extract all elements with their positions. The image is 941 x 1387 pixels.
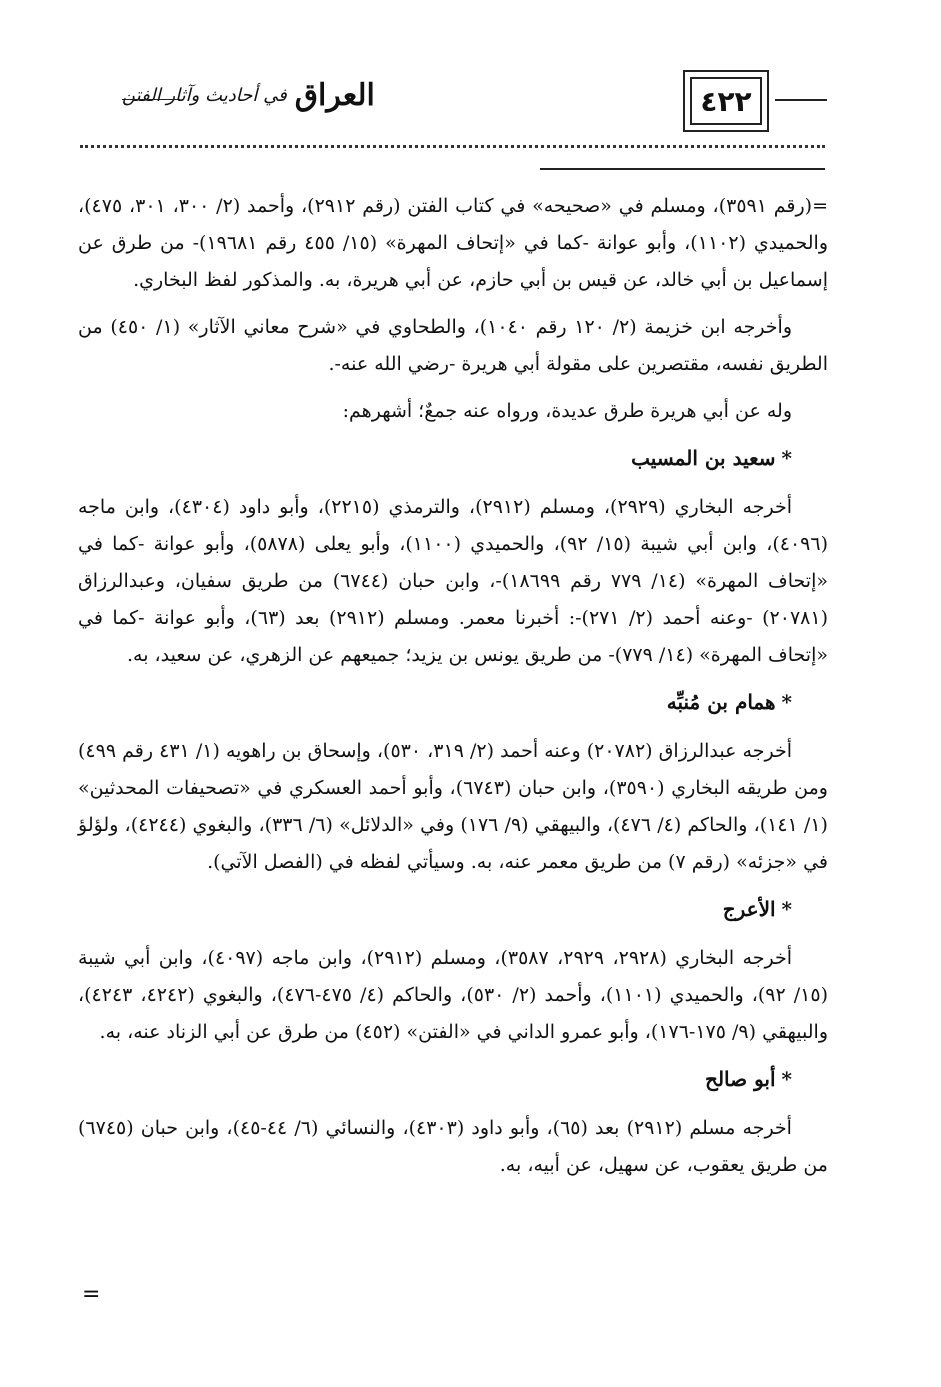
paragraph-4: أخرجه البخاري (٢٩٢٩)، ومسلم (٢٩١٢)، والترمذي (٢٢١٥)، وأبو داود (٤٣٠٤)، وابن ماجه (٤٠٩٦)، وابن أبي شيبة (١٥/ ٩٢)، والحميدي (١١٠٠)، وأبو يعلى (٥٨٧٨)، وأبو عوانة -كما في «إتحاف المهرة» (١٤/ ٧٧٩ رقم ١٨٦٩٩)-، وابن حبان (٦٧٤٤) من طريق سفيان، وعبدالرزاق (٢٠٧٨١) -وعنه أحمد (٢/ ٢٧١)-: أخبرنا معمر. ومسلم (٢٩١٢) بعد (٦٣)، وأبو عوانة -كما في «إتحاف المهرة» (١٤/ ٧٧٩)- من طريق يونس بن يزيد؛ جميعهم عن الزهري، عن سعيد، به. bbox=[78, 496, 828, 666]
paragraph-2: وأخرجه ابن خزيمة (٢/ ١٢٠ رقم ١٠٤٠)، والطحاوي في «شرح معاني الآثار» (١/ ٤٥٠) من الطريق نفسه، مقتصرين على مقولة أبي هريرة -رضي الله عنه-. bbox=[78, 316, 828, 375]
page-number: ٤٢٢ bbox=[690, 77, 762, 125]
asterisk-icon: * bbox=[781, 897, 792, 921]
asterisk-icon: * bbox=[781, 446, 792, 470]
footnote-rule bbox=[540, 168, 825, 170]
section-heading-3 bbox=[78, 891, 828, 928]
running-title bbox=[122, 70, 682, 120]
asterisk-icon: * bbox=[781, 690, 792, 714]
header-rule-left bbox=[122, 99, 178, 100]
section-heading-3-text: الأعرج bbox=[722, 897, 776, 921]
asterisk-icon: * bbox=[781, 1067, 792, 1091]
paragraph-6: أخرجه البخاري (٢٩٢٨، ٢٩٢٩، ٣٥٨٧)، ومسلم (٢٩١٢)، وابن ماجه (٤٠٩٧)، وابن أبي شيبة (١٥/ ٩٢)، والحميدي (١١٠١)، وأحمد (٢/ ٥٣٠)، والحاكم (٤/ ٤٧٥-٤٧٦)، والبغوي (٤٢٤٢، ٤٢٤٣)، والبيهقي (٩/ ١٧٥-١٧٦)، وأبو عمرو الداني في «الفتن» (٤٥٢) من طرق عن أبي الزناد عنه، به. bbox=[78, 947, 828, 1043]
book-title-main: العراق bbox=[294, 77, 375, 113]
header-rule-right bbox=[775, 99, 827, 101]
section-heading-1-text: سعيد بن المسيب bbox=[631, 446, 776, 470]
section-heading-4-text: أبو صالح bbox=[705, 1067, 776, 1091]
page-number-box bbox=[683, 70, 769, 132]
section-heading-1 bbox=[78, 440, 828, 477]
section-heading-2-text: همام بن مُنبِّه bbox=[666, 690, 776, 714]
continuation-mark: = bbox=[82, 1282, 101, 1307]
page-header bbox=[0, 0, 941, 180]
paragraph-7: أخرجه مسلم (٢٩١٢) بعد (٦٥)، وأبو داود (٤٣٠٣)، والنسائي (٦/ ٤٤-٤٥)، وابن حبان (٦٧٤٥) من طريق يعقوب، عن سهيل، عن أبيه، به. bbox=[78, 1117, 828, 1176]
paragraph-5: أخرجه عبدالرزاق (٢٠٧٨٢) وعنه أحمد (٢/ ٣١٩، ٥٣٠)، وإسحاق بن راهويه (١/ ٤٣١ رقم ٤٩٩) ومن طريقه البخاري (٣٥٩٠)، وابن حبان (٦٧٤٣)، وأبو أحمد العسكري في «تصحيفات المحدثين» (١/ ١٤١)، والحاكم (٤/ ٤٧٦)، والبيهقي (٩/ ١٧٦) وفي «الدلائل» (٦/ ٣٣٦)، والبغوي (٤٢٤٤)، ولؤلؤ في «جزئه» (رقم ٧) من طريق معمر عنه، به. وسيأتي لفظه في (الفصل الآتي). bbox=[78, 740, 828, 873]
section-heading-4 bbox=[78, 1061, 828, 1098]
page-body bbox=[78, 188, 828, 1184]
paragraph-1: =(رقم ٣٥٩١)، ومسلم في «صحيحه» في كتاب الفتن (رقم ٢٩١٢)، وأحمد (٢/ ٣٠٠، ٣٠١، ٤٧٥)، والحميدي (١١٠٢)، وأبو عوانة -كما في «إتحاف المهرة» (١٥/ ٤٥٥ رقم ١٩٦٨١)- من طرق عن إسماعيل بن أبي خالد، عن قيس بن أبي حازم، عن أبي هريرة، به. والمذكور لفظ البخاري. bbox=[78, 195, 828, 291]
section-heading-2 bbox=[78, 684, 828, 721]
paragraph-3: وله عن أبي هريرة طرق عديدة، ورواه عنه جمعٌ؛ أشهرهم: bbox=[342, 400, 792, 422]
header-dotted-rule bbox=[80, 145, 825, 148]
book-title-sub: في أحاديث وآثار الفتن bbox=[122, 84, 287, 106]
